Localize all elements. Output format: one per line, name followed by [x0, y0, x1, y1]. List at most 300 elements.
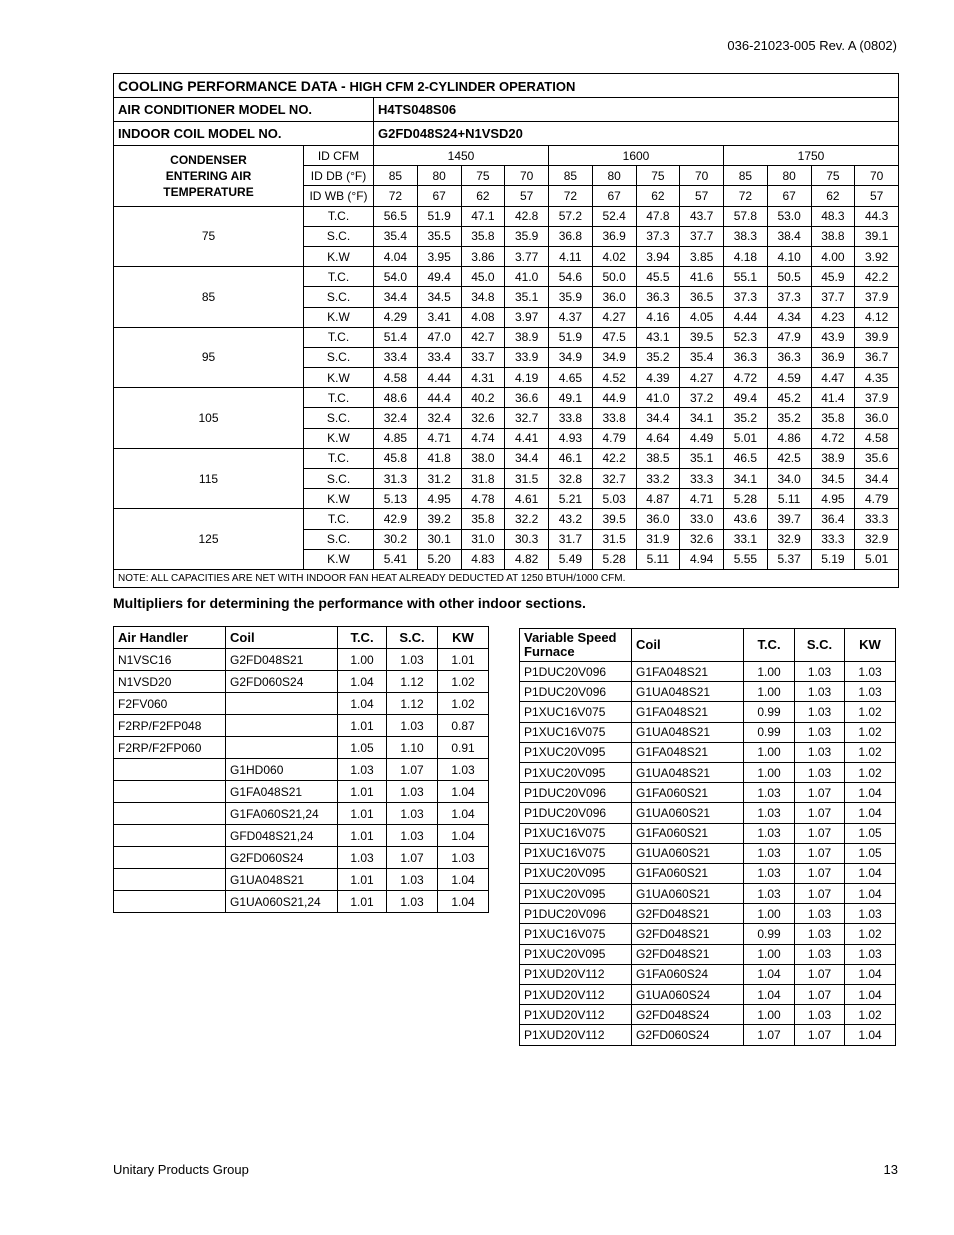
table-cell: 1.07: [795, 843, 845, 863]
table-cell: 1.04: [438, 825, 489, 847]
performance-value: 39.2: [417, 509, 461, 529]
performance-value: 42.2: [855, 267, 899, 287]
performance-value: 37.9: [855, 287, 899, 307]
performance-value: 4.23: [811, 307, 855, 327]
table-cell: 1.01: [338, 781, 387, 803]
performance-value: 52.4: [592, 206, 636, 226]
performance-value: 31.0: [461, 529, 505, 549]
table-row: [520, 1005, 896, 1025]
table-row: [520, 742, 896, 762]
variable-speed-multipliers-table: [519, 628, 896, 1046]
table-row: [520, 964, 896, 984]
table-cell: P1XUD20V112: [520, 1005, 632, 1025]
table-cell: 1.07: [387, 759, 438, 781]
metric-label: K.W: [304, 246, 374, 266]
performance-value: 55.1: [724, 267, 768, 287]
ac-model-label: AIR CONDITIONER MODEL NO.: [114, 98, 374, 122]
table-cell: 1.03: [387, 825, 438, 847]
performance-value: 4.83: [461, 549, 505, 569]
col-header-tc: T.C.: [338, 627, 387, 649]
performance-value: 36.9: [811, 347, 855, 367]
performance-value: 38.9: [505, 327, 549, 347]
performance-value: 43.6: [724, 509, 768, 529]
condenser-temp: 105: [114, 388, 304, 449]
table-cell: 1.01: [338, 803, 387, 825]
performance-value: 31.5: [505, 469, 549, 489]
col-header-furnace: [520, 629, 632, 662]
performance-value: 54.6: [549, 267, 593, 287]
performance-value: 40.2: [461, 388, 505, 408]
db-value: 75: [461, 166, 505, 186]
performance-value: 4.02: [592, 246, 636, 266]
table-row: [520, 682, 896, 702]
table-row: [520, 985, 896, 1005]
metric-label: T.C.: [304, 448, 374, 468]
table-cell: 1.02: [845, 924, 896, 944]
performance-value: 4.79: [592, 428, 636, 448]
table-cell: G1UA060S21: [632, 803, 744, 823]
performance-row: [114, 267, 899, 287]
performance-value: 38.3: [724, 226, 768, 246]
performance-value: 4.10: [767, 246, 811, 266]
table-cell: P1XUC16V075: [520, 924, 632, 944]
table-cell: G1UA048S21: [226, 869, 338, 891]
table-cell: G2FD048S21: [632, 944, 744, 964]
performance-value: 38.0: [461, 448, 505, 468]
table-cell: 1.05: [845, 823, 896, 843]
table-cell: 1.03: [387, 649, 438, 671]
performance-value: 4.58: [855, 428, 899, 448]
performance-value: 35.4: [374, 226, 418, 246]
performance-value: 35.1: [505, 287, 549, 307]
performance-value: 53.0: [767, 206, 811, 226]
col-header-coil: Coil: [226, 627, 338, 649]
performance-value: 35.2: [724, 408, 768, 428]
performance-value: 34.9: [549, 347, 593, 367]
metric-label: K.W: [304, 549, 374, 569]
performance-value: 3.41: [417, 307, 461, 327]
db-value: 85: [724, 166, 768, 186]
performance-value: 47.9: [767, 327, 811, 347]
table-cell: P1XUD20V112: [520, 985, 632, 1005]
table-cell: 1.04: [438, 869, 489, 891]
performance-value: 36.3: [724, 347, 768, 367]
metric-label: S.C.: [304, 226, 374, 246]
performance-value: 4.86: [767, 428, 811, 448]
multipliers-heading: Multipliers for determining the performance with other indoor sections.: [113, 595, 586, 611]
performance-value: 30.1: [417, 529, 461, 549]
performance-value: 42.9: [374, 509, 418, 529]
performance-value: 31.8: [461, 469, 505, 489]
performance-value: 4.85: [374, 428, 418, 448]
db-label: ID DB (°F): [304, 166, 374, 186]
col-header-air-handler: Air Handler: [114, 627, 226, 649]
wb-value: 67: [417, 186, 461, 206]
table-cell: 1.02: [438, 671, 489, 693]
performance-value: 4.52: [592, 368, 636, 388]
page-number: 13: [883, 1162, 898, 1177]
table-cell: 1.03: [795, 662, 845, 682]
performance-value: 33.4: [417, 347, 461, 367]
table-row: [114, 781, 489, 803]
performance-value: 4.71: [417, 428, 461, 448]
table-cell: G1UA060S21: [632, 843, 744, 863]
table-cell: G1UA060S24: [632, 985, 744, 1005]
performance-value: 4.19: [505, 368, 549, 388]
performance-value: 4.95: [811, 489, 855, 509]
table-cell: 1.01: [438, 649, 489, 671]
wb-value: 62: [461, 186, 505, 206]
table-cell: [114, 803, 226, 825]
table-cell: 1.03: [387, 715, 438, 737]
performance-value: 4.41: [505, 428, 549, 448]
performance-value: 34.4: [374, 287, 418, 307]
table-cell: 1.12: [387, 671, 438, 693]
table-cell: F2RP/F2FP060: [114, 737, 226, 759]
performance-value: 35.9: [549, 287, 593, 307]
table-cell: 1.03: [438, 847, 489, 869]
performance-value: 32.6: [461, 408, 505, 428]
performance-value: 32.2: [505, 509, 549, 529]
performance-value: 41.4: [811, 388, 855, 408]
performance-value: 4.94: [680, 549, 724, 569]
table-cell: 1.03: [744, 863, 795, 883]
table-cell: 1.03: [744, 783, 795, 803]
performance-value: 39.5: [592, 509, 636, 529]
performance-value: 5.01: [855, 549, 899, 569]
performance-value: 5.55: [724, 549, 768, 569]
db-value: 85: [374, 166, 418, 186]
performance-value: 3.95: [417, 246, 461, 266]
metric-label: S.C.: [304, 347, 374, 367]
performance-value: 47.5: [592, 327, 636, 347]
wb-value: 57: [855, 186, 899, 206]
table-cell: 1.00: [744, 904, 795, 924]
performance-value: 5.01: [724, 428, 768, 448]
col-header-sc: S.C.: [387, 627, 438, 649]
table-cell: 1.07: [795, 884, 845, 904]
performance-value: 5.28: [724, 489, 768, 509]
table-cell: G1HD060: [226, 759, 338, 781]
table-cell: G1UA048S21: [632, 682, 744, 702]
performance-value: 3.97: [505, 307, 549, 327]
performance-value: 4.93: [549, 428, 593, 448]
table-cell: 1.02: [845, 742, 896, 762]
table-cell: 1.00: [744, 742, 795, 762]
table-cell: G1FA060S21: [632, 783, 744, 803]
condenser-temp: 95: [114, 327, 304, 388]
footer-company: Unitary Products Group: [113, 1162, 249, 1177]
performance-value: 45.2: [767, 388, 811, 408]
performance-value: 49.4: [417, 267, 461, 287]
db-value: 70: [855, 166, 899, 186]
performance-value: 36.5: [680, 287, 724, 307]
table-cell: 1.07: [795, 803, 845, 823]
performance-value: 48.6: [374, 388, 418, 408]
performance-value: 36.8: [549, 226, 593, 246]
performance-row: [114, 448, 899, 468]
performance-value: 4.64: [636, 428, 680, 448]
performance-value: 34.5: [417, 287, 461, 307]
performance-row: [114, 388, 899, 408]
table-cell: 1.04: [744, 985, 795, 1005]
table-row: [114, 649, 489, 671]
performance-value: 31.7: [549, 529, 593, 549]
performance-value: 5.11: [636, 549, 680, 569]
performance-value: 32.8: [549, 469, 593, 489]
table-cell: [114, 825, 226, 847]
performance-value: 50.0: [592, 267, 636, 287]
table-cell: 1.04: [845, 964, 896, 984]
performance-value: 45.0: [461, 267, 505, 287]
wb-value: 72: [549, 186, 593, 206]
table-cell: G1FA048S21: [226, 781, 338, 803]
performance-value: 4.71: [680, 489, 724, 509]
performance-value: 5.20: [417, 549, 461, 569]
performance-value: 3.86: [461, 246, 505, 266]
metric-label: T.C.: [304, 206, 374, 226]
performance-value: 4.34: [767, 307, 811, 327]
table-cell: 1.05: [845, 843, 896, 863]
coil-model-value: G2FD048S24+N1VSD20: [374, 122, 899, 146]
performance-value: 37.7: [680, 226, 724, 246]
performance-value: 42.2: [592, 448, 636, 468]
performance-value: 5.03: [592, 489, 636, 509]
performance-value: 46.1: [549, 448, 593, 468]
condenser-label-line-3: TEMPERATURE: [163, 184, 254, 199]
performance-value: 4.74: [461, 428, 505, 448]
performance-value: 4.12: [855, 307, 899, 327]
table-cell: 1.03: [387, 803, 438, 825]
performance-value: 36.3: [767, 347, 811, 367]
performance-value: 31.9: [636, 529, 680, 549]
performance-value: 4.27: [680, 368, 724, 388]
performance-value: 37.3: [724, 287, 768, 307]
performance-value: 5.28: [592, 549, 636, 569]
table-cell: 1.00: [744, 1005, 795, 1025]
performance-value: 35.2: [767, 408, 811, 428]
performance-value: 4.11: [549, 246, 593, 266]
table-cell: G1UA048S21: [632, 762, 744, 782]
metric-label: K.W: [304, 307, 374, 327]
table-cell: 1.03: [795, 944, 845, 964]
table-cell: P1XUC20V095: [520, 742, 632, 762]
table-cell: G1UA048S21: [632, 722, 744, 742]
cfm-value: 1750: [724, 146, 899, 166]
table-cell: G1FA060S21: [632, 823, 744, 843]
table-row: [520, 803, 896, 823]
performance-value: 39.9: [855, 327, 899, 347]
performance-value: 4.58: [374, 368, 418, 388]
db-value: 85: [549, 166, 593, 186]
condenser-label-line-2: ENTERING AIR: [165, 168, 252, 183]
table-cell: 1.04: [338, 693, 387, 715]
performance-value: 31.5: [592, 529, 636, 549]
performance-value: 4.44: [417, 368, 461, 388]
performance-value: 47.0: [417, 327, 461, 347]
col-header-tc: T.C.: [744, 629, 795, 662]
table-cell: P1DUC20V096: [520, 682, 632, 702]
table-cell: 1.03: [845, 944, 896, 964]
performance-value: 4.79: [855, 489, 899, 509]
table-cell: G1UA060S21,24: [226, 891, 338, 913]
table-cell: GFD048S21,24: [226, 825, 338, 847]
table-cell: P1XUC20V095: [520, 863, 632, 883]
table-row: [114, 737, 489, 759]
table-cell: G1FA048S21: [632, 662, 744, 682]
performance-value: 3.94: [636, 246, 680, 266]
table-cell: P1XUC20V095: [520, 944, 632, 964]
metric-label: K.W: [304, 368, 374, 388]
table-cell: 1.01: [338, 891, 387, 913]
performance-value: 3.77: [505, 246, 549, 266]
table-cell: G2FD060S24: [632, 1025, 744, 1045]
table-cell: 1.02: [845, 1005, 896, 1025]
performance-value: 36.4: [811, 509, 855, 529]
performance-value: 34.5: [811, 469, 855, 489]
metric-label: T.C.: [304, 267, 374, 287]
performance-value: 57.2: [549, 206, 593, 226]
performance-value: 41.0: [636, 388, 680, 408]
performance-value: 44.3: [855, 206, 899, 226]
performance-value: 43.2: [549, 509, 593, 529]
table-row: [520, 702, 896, 722]
table-cell: 0.91: [438, 737, 489, 759]
performance-value: 36.0: [636, 509, 680, 529]
performance-value: 4.47: [811, 368, 855, 388]
table-cell: 1.07: [387, 847, 438, 869]
table-cell: [114, 847, 226, 869]
table-cell: 1.04: [845, 985, 896, 1005]
performance-value: 54.0: [374, 267, 418, 287]
performance-title-main: COOLING PERFORMANCE DATA -: [118, 77, 350, 94]
table-cell: 1.03: [438, 759, 489, 781]
performance-value: 33.8: [592, 408, 636, 428]
table-row: [114, 825, 489, 847]
table-cell: 1.03: [338, 847, 387, 869]
table-cell: 1.04: [338, 671, 387, 693]
performance-value: 34.0: [767, 469, 811, 489]
performance-value: 34.9: [592, 347, 636, 367]
performance-value: 50.5: [767, 267, 811, 287]
performance-value: 37.3: [636, 226, 680, 246]
table-cell: 1.02: [845, 702, 896, 722]
metric-label: S.C.: [304, 469, 374, 489]
performance-value: 36.9: [592, 226, 636, 246]
performance-value: 49.4: [724, 388, 768, 408]
performance-value: 36.3: [636, 287, 680, 307]
performance-value: 4.16: [636, 307, 680, 327]
performance-value: 39.5: [680, 327, 724, 347]
performance-value: 4.72: [724, 368, 768, 388]
metric-label: K.W: [304, 428, 374, 448]
table-cell: 1.02: [845, 762, 896, 782]
table-cell: 1.03: [795, 722, 845, 742]
performance-value: 4.04: [374, 246, 418, 266]
table-cell: 1.03: [795, 904, 845, 924]
performance-value: 37.9: [855, 388, 899, 408]
performance-value: 4.05: [680, 307, 724, 327]
performance-value: 51.4: [374, 327, 418, 347]
performance-value: 37.3: [767, 287, 811, 307]
table-row: [114, 847, 489, 869]
col-header-coil: Coil: [632, 629, 744, 662]
performance-value: 34.4: [855, 469, 899, 489]
table-cell: G2FD060S24: [226, 671, 338, 693]
table-cell: 1.04: [845, 863, 896, 883]
table-row: [114, 693, 489, 715]
document-number: 036-21023-005 Rev. A (0802): [727, 38, 897, 53]
db-value: 70: [505, 166, 549, 186]
table-row: [520, 662, 896, 682]
table-cell: 1.03: [744, 843, 795, 863]
table-cell: 1.03: [795, 702, 845, 722]
performance-value: 34.4: [636, 408, 680, 428]
performance-value: 4.27: [592, 307, 636, 327]
performance-value: 4.37: [549, 307, 593, 327]
table-cell: P1XUC16V075: [520, 843, 632, 863]
table-row: [520, 722, 896, 742]
metric-label: T.C.: [304, 327, 374, 347]
table-cell: P1XUD20V112: [520, 964, 632, 984]
condenser-temp: 75: [114, 206, 304, 267]
performance-value: 42.5: [767, 448, 811, 468]
metric-label: S.C.: [304, 408, 374, 428]
performance-value: 37.7: [811, 287, 855, 307]
performance-value: 4.82: [505, 549, 549, 569]
performance-value: 35.1: [680, 448, 724, 468]
performance-value: 35.6: [855, 448, 899, 468]
table-cell: P1XUC20V095: [520, 884, 632, 904]
table-cell: G1FA060S21,24: [226, 803, 338, 825]
table-cell: 1.03: [845, 904, 896, 924]
table-cell: 1.04: [438, 781, 489, 803]
table-row: [114, 671, 489, 693]
table-row: [520, 1025, 896, 1045]
wb-value: 57: [680, 186, 724, 206]
performance-value: 33.4: [374, 347, 418, 367]
table-cell: 0.99: [744, 702, 795, 722]
table-cell: [114, 781, 226, 803]
performance-value: 44.9: [592, 388, 636, 408]
performance-value: 32.7: [505, 408, 549, 428]
performance-value: 42.7: [461, 327, 505, 347]
performance-value: 32.7: [592, 469, 636, 489]
performance-value: 33.3: [811, 529, 855, 549]
metric-label: T.C.: [304, 388, 374, 408]
table-cell: P1XUC20V095: [520, 762, 632, 782]
table-cell: F2FV060: [114, 693, 226, 715]
table-row: [114, 759, 489, 781]
performance-value: 35.8: [811, 408, 855, 428]
condenser-temp-label: [114, 146, 304, 207]
performance-title-sub: HIGH CFM 2-CYLINDER OPERATION: [349, 78, 576, 94]
db-value: 75: [636, 166, 680, 186]
table-cell: 1.04: [438, 803, 489, 825]
performance-value: 51.9: [417, 206, 461, 226]
performance-value: 30.2: [374, 529, 418, 549]
table-row: [114, 803, 489, 825]
performance-value: 32.4: [374, 408, 418, 428]
performance-value: 5.13: [374, 489, 418, 509]
performance-value: 43.7: [680, 206, 724, 226]
performance-value: 4.59: [767, 368, 811, 388]
table-cell: N1VSC16: [114, 649, 226, 671]
table-cell: 1.05: [338, 737, 387, 759]
performance-value: 3.92: [855, 246, 899, 266]
performance-value: 4.29: [374, 307, 418, 327]
wb-label: ID WB (°F): [304, 186, 374, 206]
